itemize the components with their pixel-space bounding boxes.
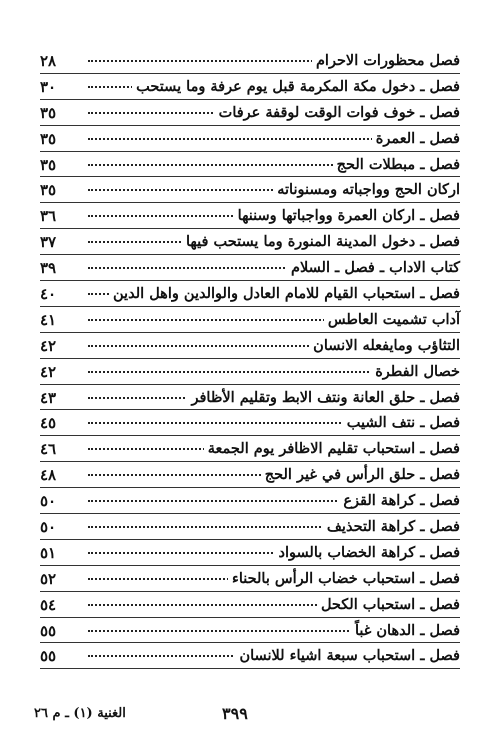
toc-entry-page: ٣٥ <box>40 156 78 174</box>
toc-entry-title: آداب تشميت العاطس <box>324 311 460 329</box>
toc-entry-title: فصل ـ استحباب سبعة اشياء للانسان <box>235 647 460 665</box>
toc-entry <box>40 48 460 74</box>
toc-entry-title: فصل ـ مبطلات الحج <box>333 156 460 174</box>
toc-entry-title: خصال الفطرة <box>371 363 460 381</box>
toc-entry-page: ٣٥ <box>40 181 78 199</box>
toc-entry-page: ٥٥ <box>40 622 78 640</box>
toc-entry <box>40 488 460 514</box>
toc-entry <box>40 203 460 229</box>
toc-entry-page: ٤٢ <box>40 363 78 381</box>
toc-entry-title: فصل ـ حلق الرأس في غير الحج <box>261 466 460 484</box>
toc-entry-page: ٣٥ <box>40 130 78 148</box>
toc-entry <box>40 618 460 644</box>
toc-entry <box>40 514 460 540</box>
toc-entry <box>40 100 460 126</box>
toc-entry-title: كتاب الاداب ـ فصل ـ السلام <box>287 259 460 277</box>
toc-entry-title: فصل ـ خوف فوات الوقت لوقفة عرفات <box>215 104 460 122</box>
toc-entry-page: ٥٠ <box>40 492 78 510</box>
toc-entry-title: فصل ـ نتف الشيب <box>343 414 460 432</box>
toc-entry-page: ٥٥ <box>40 647 78 665</box>
toc-entry-title: فصل ـ العمرة <box>372 130 460 148</box>
toc-entry-page: ٤٨ <box>40 466 78 484</box>
toc-entry-page: ٣٥ <box>40 104 78 122</box>
toc-entry-page: ٤٥ <box>40 414 78 432</box>
toc-entry-title: فصل ـ كراهة التحذيف <box>323 518 460 536</box>
toc-entry <box>40 410 460 436</box>
toc-entry <box>40 436 460 462</box>
page-footer <box>0 704 500 728</box>
toc-entry-title: فصل ـ دخول مكة المكرمة قبل يوم عرفة وما يستحب <box>132 78 460 96</box>
toc-entry-title: فصل ـ استحباب القيام للامام العادل والوالدين واهل الدين <box>109 285 460 303</box>
page-number: ٣٩٩ <box>222 704 248 723</box>
toc-entry <box>40 540 460 566</box>
toc-entry <box>40 462 460 488</box>
toc-entry <box>40 359 460 385</box>
toc-entry-title: فصل ـ دخول المدينة المنورة وما يستحب فيها <box>182 233 460 251</box>
toc-entry-title: فصل ـ استحباب خضاب الرأس بالحناء <box>228 570 460 588</box>
toc-entry-page: ٣٠ <box>40 78 78 96</box>
book-volume-reference: الغنية (١) ـ م ٢٦ <box>34 706 126 721</box>
toc-entry-title: فصل ـ استحباب الكحل <box>317 596 460 614</box>
toc-entry-page: ٢٨ <box>40 52 78 70</box>
toc-entry-title: التثاؤب ومايفعله الانسان <box>309 337 460 355</box>
toc-entry <box>40 333 460 359</box>
toc-entry <box>40 385 460 411</box>
toc-entry <box>40 74 460 100</box>
toc-entry-title: فصل ـ الدهان غباً <box>351 622 460 640</box>
toc-entry-title: اركان الحج وواجباته ومسنوناته <box>273 181 460 199</box>
toc-entry <box>40 592 460 618</box>
toc-entry-page: ٤٠ <box>40 285 78 303</box>
toc-entry-page: ٣٩ <box>40 259 78 277</box>
toc-entry-page: ٥٤ <box>40 596 78 614</box>
toc-entry <box>40 177 460 203</box>
toc-entry-title: فصل ـ حلق العانة ونتف الابط وتقليم الأظافر <box>187 389 460 407</box>
toc-entry-title: فصل ـ كراهة الخضاب بالسواد <box>274 544 460 562</box>
toc-entry-title: فصل ـ استحباب تقليم الاظافر يوم الجمعة <box>204 440 460 458</box>
toc-entry-page: ٥٠ <box>40 518 78 536</box>
toc-entry <box>40 307 460 333</box>
toc-entry-page: ٤٢ <box>40 337 78 355</box>
toc-entry <box>40 643 460 669</box>
toc-entry-title: فصل محظورات الاحرام <box>312 52 460 70</box>
toc-entry <box>40 126 460 152</box>
toc-entry <box>40 152 460 178</box>
toc-entry-page: ٥٢ <box>40 570 78 588</box>
toc-entry-title: فصل ـ كراهة القزع <box>339 492 460 510</box>
toc-entry <box>40 566 460 592</box>
toc-entry-page: ٤٣ <box>40 389 78 407</box>
toc-entry-page: ٤١ <box>40 311 78 329</box>
toc-entry-page: ٣٧ <box>40 233 78 251</box>
table-of-contents <box>40 48 460 669</box>
toc-entry-page: ٤٦ <box>40 440 78 458</box>
toc-entry-page: ٥١ <box>40 544 78 562</box>
toc-entry <box>40 281 460 307</box>
toc-entry <box>40 229 460 255</box>
toc-entry <box>40 255 460 281</box>
toc-entry-page: ٣٦ <box>40 207 78 225</box>
toc-entry-title: فصل ـ اركان العمرة وواجباتها وسننها <box>234 207 460 225</box>
